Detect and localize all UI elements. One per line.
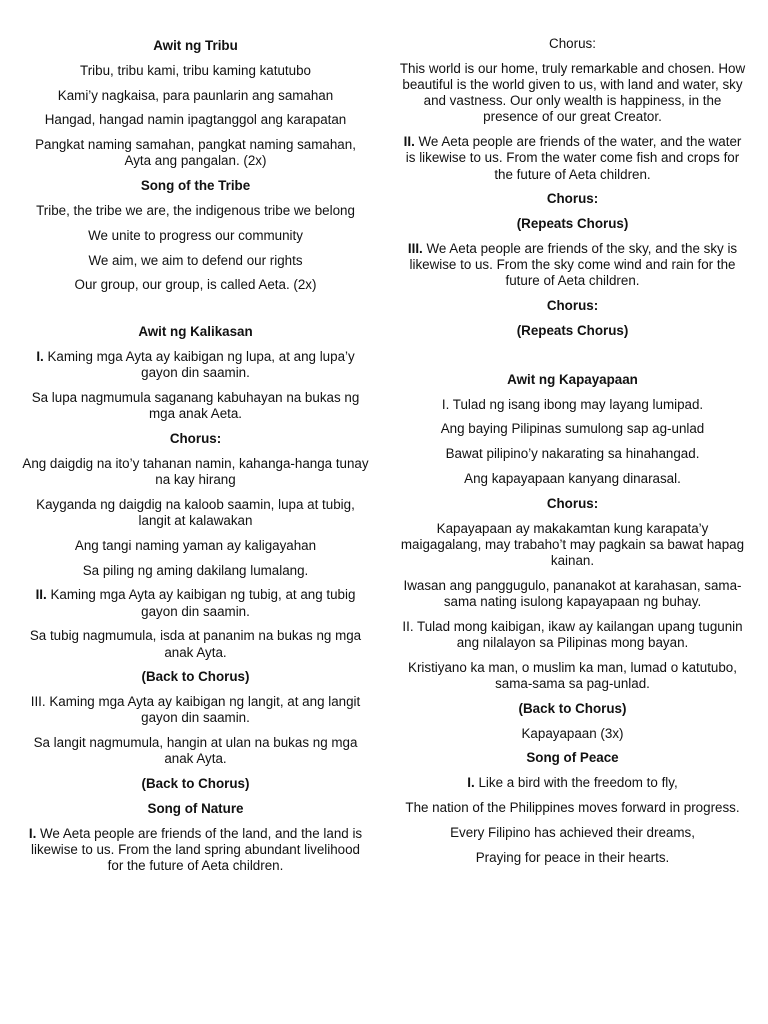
repeats-chorus: (Repeats Chorus) bbox=[516, 323, 629, 338]
chorus-label: Chorus: bbox=[169, 430, 222, 446]
chorus-label: Chorus: bbox=[549, 36, 596, 51]
peace-verse-1 bbox=[399, 775, 746, 791]
verse-text: We Aeta people are friends of the land, and the land is likewise to us. From the land spring abundant livelihood for the future of Aeta children. bbox=[31, 825, 363, 874]
title-awit-ng-kalikasan: Awit ng Kalikasan bbox=[138, 324, 253, 340]
chorus-line: Sa piling ng aming dakilang lumalang. bbox=[82, 562, 309, 578]
spacer bbox=[22, 302, 369, 324]
verse-number: I. bbox=[467, 775, 475, 791]
nature-verse-2 bbox=[399, 134, 746, 183]
kalikasan-verse-1b: Sa lupa nagmumula saganang kabuhayan na bukas ng mga anak Aeta. bbox=[31, 389, 360, 422]
title-song-of-nature: Song of Nature bbox=[147, 800, 244, 816]
kalikasan-verse-3: III. Kaming mga Ayta ay kaibigan ng langit, at ang langit gayon din saamin. bbox=[30, 694, 361, 726]
tribu-line: Tribu, tribu kami, tribu kaming katutubo bbox=[80, 62, 311, 78]
peace-line: Every Filipino has achieved their dreams, bbox=[450, 824, 695, 840]
tribe-line: Tribe, the tribe we are, the indigenous tribe we belong bbox=[36, 202, 355, 218]
verse-number: I. bbox=[28, 825, 37, 841]
title-awit-ng-tribu: Awit ng Tribu bbox=[153, 38, 238, 53]
chorus-line: Ang tangi naming yaman ay kaligayahan bbox=[74, 537, 317, 553]
kapayapaan-chorus-line: Kristiyano ka man, o muslim ka man, lumad o katutubo, sama-sama sa pag-unlad. bbox=[408, 659, 737, 691]
chorus-label: Chorus: bbox=[546, 495, 599, 511]
kapayapaan-line: Ang kapayapaan kanyang dinarasal. bbox=[464, 470, 681, 486]
chorus-line: Kayganda ng daigdig na kaloob saamin, lupa at tubig, langit at kalawakan bbox=[36, 496, 355, 528]
nature-verse-1 bbox=[22, 826, 369, 875]
kalikasan-verse-2 bbox=[22, 587, 369, 619]
spacer bbox=[399, 348, 746, 372]
verse-number: II. bbox=[403, 134, 415, 150]
tribe-line: We aim, we aim to defend our rights bbox=[88, 252, 303, 268]
back-to-chorus: (Back to Chorus) bbox=[518, 700, 627, 716]
chorus-text: This world is our home, truly remarkable and chosen. How beautiful is the world given to us, with land and water, sky and vastness. Our only wealth is happiness, in the presence of our great Creator. bbox=[399, 60, 746, 125]
left-column bbox=[22, 36, 369, 1024]
tribu-line: Kami’y nagkaisa, para paunlarin ang samahan bbox=[57, 87, 334, 103]
verse-text: Kaming mga Ayta ay kaibigan ng tubig, at ang tubig gayon din saamin. bbox=[46, 587, 356, 619]
verse-text: We Aeta people are friends of the sky, and the sky is likewise to us. From the sky come wind and rain for the future of Aeta children. bbox=[409, 241, 738, 289]
right-column bbox=[399, 36, 746, 1024]
tribu-line: Pangkat naming samahan, pangkat naming samahan, Ayta ang pangalan. (2x) bbox=[35, 137, 356, 169]
kapayapaan-chorus-line: II. Tulad mong kaibigan, ikaw ay kailangan upang tugunin ang nilalayon sa Pilipinas mong bayan. bbox=[402, 618, 743, 650]
tribu-line: Hangad, hangad namin ipagtanggol ang karapatan bbox=[44, 112, 347, 128]
peace-line: The nation of the Philippines moves forward in progress. bbox=[405, 799, 740, 815]
kapayapaan-line: Bawat pilipino’y nakarating sa hinahangad. bbox=[445, 446, 700, 462]
tribe-line: Our group, our group, is called Aeta. (2x) bbox=[74, 277, 317, 293]
kapayapaan-chorus-line: Kapayapaan ay makakamtan kung karapata’y maigagalang, may trabaho’t may pagkain sa bawat hapag kainan. bbox=[400, 520, 745, 568]
chorus-line: Ang daigdig na ito’y tahanan namin, kahanga-hanga tunay na kay hirang bbox=[22, 455, 369, 487]
peace-line: Praying for peace in their hearts. bbox=[475, 849, 670, 865]
kalikasan-verse-2b: Sa tubig nagmumula, isda at pananim na bukas ng mga anak Ayta. bbox=[29, 628, 362, 660]
verse-number: III. bbox=[407, 241, 423, 256]
verse-text: Kaming mga Ayta ay kaibigan ng lupa, at ang lupa’y gayon din saamin. bbox=[43, 348, 355, 381]
verse-text: Like a bird with the freedom to fly, bbox=[474, 775, 678, 791]
chorus-label: Chorus: bbox=[546, 191, 599, 207]
title-awit-ng-kapayapaan: Awit ng Kapayapaan bbox=[507, 371, 638, 387]
verse-number: I. bbox=[36, 348, 44, 364]
kapayapaan-3x: Kapayapaan (3x) bbox=[521, 725, 624, 741]
tribe-line: We unite to progress our community bbox=[88, 227, 303, 243]
verse-text: We Aeta people are friends of the water, and the water is likewise to us. From the water come fish and crops for the future of Aeta children. bbox=[405, 134, 742, 182]
kapayapaan-line: I. Tulad ng isang ibong may layang lumipad. bbox=[441, 396, 704, 412]
kalikasan-verse-1 bbox=[22, 349, 369, 381]
chorus-label: Chorus: bbox=[546, 298, 599, 314]
nature-verse-3 bbox=[399, 241, 746, 290]
back-to-chorus: (Back to Chorus) bbox=[141, 776, 250, 792]
kapayapaan-line: Ang baying Pilipinas sumulong sap ag-unlad bbox=[440, 421, 705, 437]
title-song-of-the-tribe: Song of the Tribe bbox=[140, 178, 251, 194]
back-to-chorus: (Back to Chorus) bbox=[141, 669, 250, 685]
title-song-of-peace: Song of Peace bbox=[526, 750, 619, 766]
kapayapaan-chorus-line: Iwasan ang panggugulo, pananakot at karahasan, sama-sama nating isulong kapayapaan ng buhay. bbox=[403, 577, 742, 609]
verse-number: II. bbox=[35, 587, 47, 603]
repeats-chorus: (Repeats Chorus) bbox=[516, 216, 629, 232]
kalikasan-verse-3b: Sa langit nagmumula, hangin at ulan na bukas ng mga anak Ayta. bbox=[33, 735, 358, 767]
